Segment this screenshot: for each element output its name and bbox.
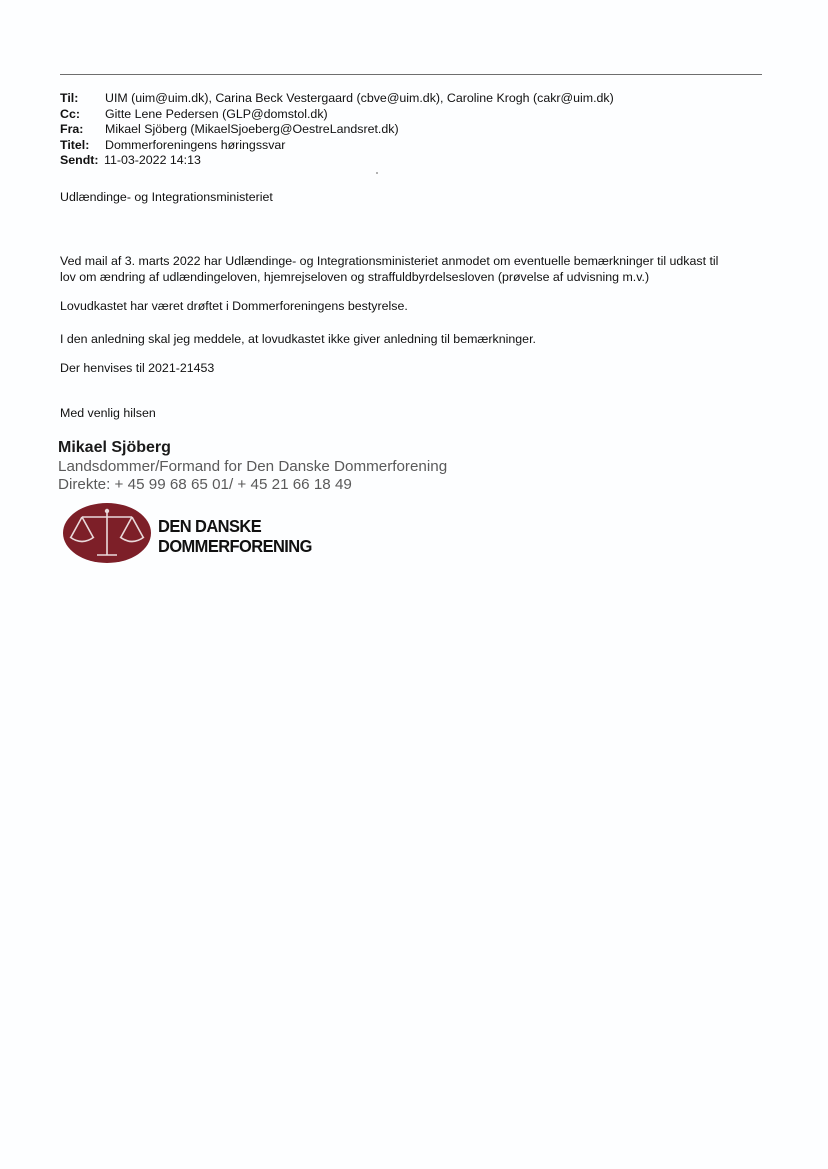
paragraph-1-line-2: lov om ændring af udlændingeloven, hjemrejseloven og straffuldbyrdelsesloven (prøvelse af udvisning m.v.) xyxy=(60,269,650,284)
logo-line-1: DEN DANSKE xyxy=(158,516,262,536)
header-from-value: Mikael Sjöberg (MikaelSjoeberg@OestreLandsret.dk) xyxy=(105,122,399,136)
header-subject-label: Titel: xyxy=(60,137,90,152)
paragraph-4: Der henvises til 2021-21453 xyxy=(60,361,215,375)
recipient-line: Udlændinge- og Integrationsministeriet xyxy=(60,190,273,204)
header-from-label: Fra: xyxy=(60,122,84,136)
email-header xyxy=(60,91,614,169)
logo-wordmark xyxy=(158,516,312,556)
header-to-value: UIM (uim@uim.dk), Carina Beck Vestergaard (cbve@uim.dk), Caroline Krogh (cakr@uim.dk) xyxy=(105,91,614,105)
signature-title: Landsdommer/Formand for Den Danske Dommerforening xyxy=(58,458,448,475)
paragraph-1-line-1: Ved mail af 3. marts 2022 har Udlændinge- og Integrationsministeriet anmodet om eventuelle bemærkninger til udkast til xyxy=(60,254,719,268)
paragraph-1 xyxy=(60,254,718,285)
header-from-row xyxy=(60,122,614,138)
paragraph-2: Lovudkastet har været drøftet i Dommerforeningens bestyrelse. xyxy=(60,299,408,313)
header-to-label: Til: xyxy=(60,91,79,105)
header-cc-label: Cc: xyxy=(60,106,80,121)
scales-emblem-icon xyxy=(62,502,152,564)
header-sent-label: Sendt: xyxy=(60,153,99,167)
scan-speck xyxy=(376,172,378,174)
header-subject-row xyxy=(60,138,614,154)
header-cc-row xyxy=(60,107,614,123)
closing-line: Med venlig hilsen xyxy=(60,406,156,420)
header-cc-value: Gitte Lene Pedersen (GLP@domstol.dk) xyxy=(105,106,328,121)
header-to-row xyxy=(60,91,614,107)
signature-name: Mikael Sjöberg xyxy=(58,439,171,456)
logo-line-2: DOMMERFORENING xyxy=(158,536,312,556)
header-divider xyxy=(60,74,762,75)
header-sent-row xyxy=(60,153,614,169)
header-subject-value: Dommerforeningens høringssvar xyxy=(105,137,286,152)
signature-phone: Direkte: + 45 99 68 65 01/ + 45 21 66 18 49 xyxy=(58,476,352,493)
dommerforening-logo xyxy=(62,502,322,564)
header-sent-value: 11-03-2022 14:13 xyxy=(104,153,201,167)
signature-block xyxy=(58,438,447,494)
paragraph-3: I den anledning skal jeg meddele, at lovudkastet ikke giver anledning til bemærkninger. xyxy=(60,332,536,346)
